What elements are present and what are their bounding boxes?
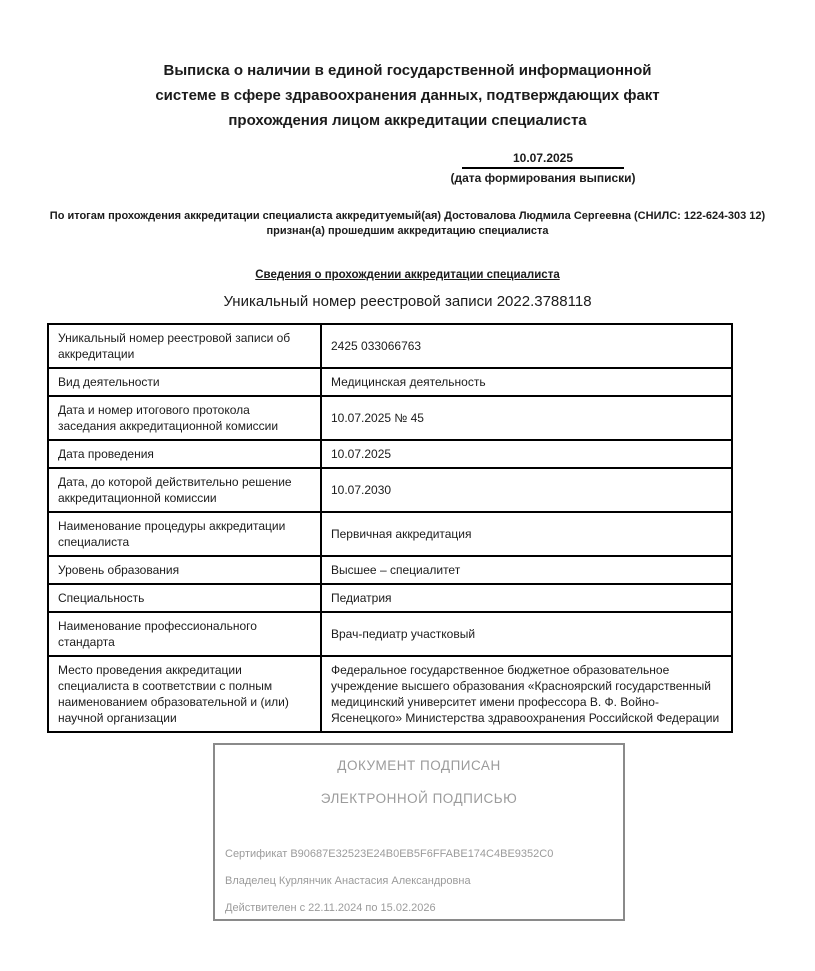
extract-date: 10.07.2025 xyxy=(462,151,624,169)
extract-date-caption: (дата формирования выписки) xyxy=(450,171,636,185)
row-value: 10.07.2025 № 45 xyxy=(321,396,732,440)
row-label: Вид деятельности xyxy=(48,368,321,396)
intro-paragraph: По итогам прохождения аккредитации специалиста аккредитуемый(ая) Достовалова Людмила Сергеевна (СНИЛС: 122-624-303 12) признан(а) прошедшим аккредитацию специалиста xyxy=(49,210,766,237)
signature-stamp-line2: ЭЛЕКТРОННОЙ ПОДПИСЬЮ xyxy=(320,791,518,806)
accreditation-table-body xyxy=(48,324,732,732)
table-row xyxy=(48,368,732,396)
row-label: Дата проведения xyxy=(48,440,321,468)
table-row xyxy=(48,512,732,556)
row-value: Педиатрия xyxy=(321,584,732,612)
row-label: Наименование процедуры аккредитации специалиста xyxy=(48,512,321,556)
section-heading: Сведения о прохождении аккредитации специалиста xyxy=(255,269,560,281)
row-value: Федеральное государственное бюджетное образовательное учреждение высшего образования «Красноярский государственный медицинский университет имени профессора В. Ф. Войно-Ясенецкого» Министерства здравоохранения Российской Федерации xyxy=(321,656,732,732)
table-row xyxy=(48,468,732,512)
table-row xyxy=(48,324,732,368)
row-label: Специальность xyxy=(48,584,321,612)
table-row xyxy=(48,556,732,584)
row-label: Уровень образования xyxy=(48,556,321,584)
table-row xyxy=(48,612,732,656)
row-value: 10.07.2030 xyxy=(321,468,732,512)
table-row xyxy=(48,440,732,468)
signature-validity: Действителен с 22.11.2024 по 15.02.2026 xyxy=(225,902,436,914)
row-label: Место проведения аккредитации специалиста в соответствии с полным наименованием образовательной и (или) научной организации xyxy=(48,656,321,732)
row-label: Наименование профессионального стандарта xyxy=(48,612,321,656)
row-value: Первичная аккредитация xyxy=(321,512,732,556)
electronic-signature-stamp xyxy=(213,743,625,921)
extract-date-block xyxy=(450,151,636,185)
row-value: 2425 033066763 xyxy=(321,324,732,368)
signature-certificate: Сертификат B90687E32523E24B0EB5F6FFABE174C4BE9352C0 xyxy=(225,848,554,860)
row-value: Врач-педиатр участковый xyxy=(321,612,732,656)
row-value: Высшее – специалитет xyxy=(321,556,732,584)
row-label: Дата и номер итогового протокола заседания аккредитационной комиссии xyxy=(48,396,321,440)
accreditation-table xyxy=(47,323,733,733)
document-title: Выписка о наличии в единой государственной информационной системе в сфере здравоохранения данных, подтверждающих факт прохождения лицом аккредитации специалиста xyxy=(155,62,660,129)
signature-stamp-line1: ДОКУМЕНТ ПОДПИСАН xyxy=(337,758,501,773)
registry-number-line: Уникальный номер реестровой записи 2022.3788118 xyxy=(223,293,592,310)
table-row xyxy=(48,396,732,440)
document-page xyxy=(0,58,815,971)
row-value: Медицинская деятельность xyxy=(321,368,732,396)
row-label: Дата, до которой действительно решение аккредитационной комиссии xyxy=(48,468,321,512)
signature-owner: Владелец Курлянчик Анастасия Александровна xyxy=(225,875,471,887)
table-row xyxy=(48,656,732,732)
table-row xyxy=(48,584,732,612)
row-label: Уникальный номер реестровой записи об аккредитации xyxy=(48,324,321,368)
row-value: 10.07.2025 xyxy=(321,440,732,468)
